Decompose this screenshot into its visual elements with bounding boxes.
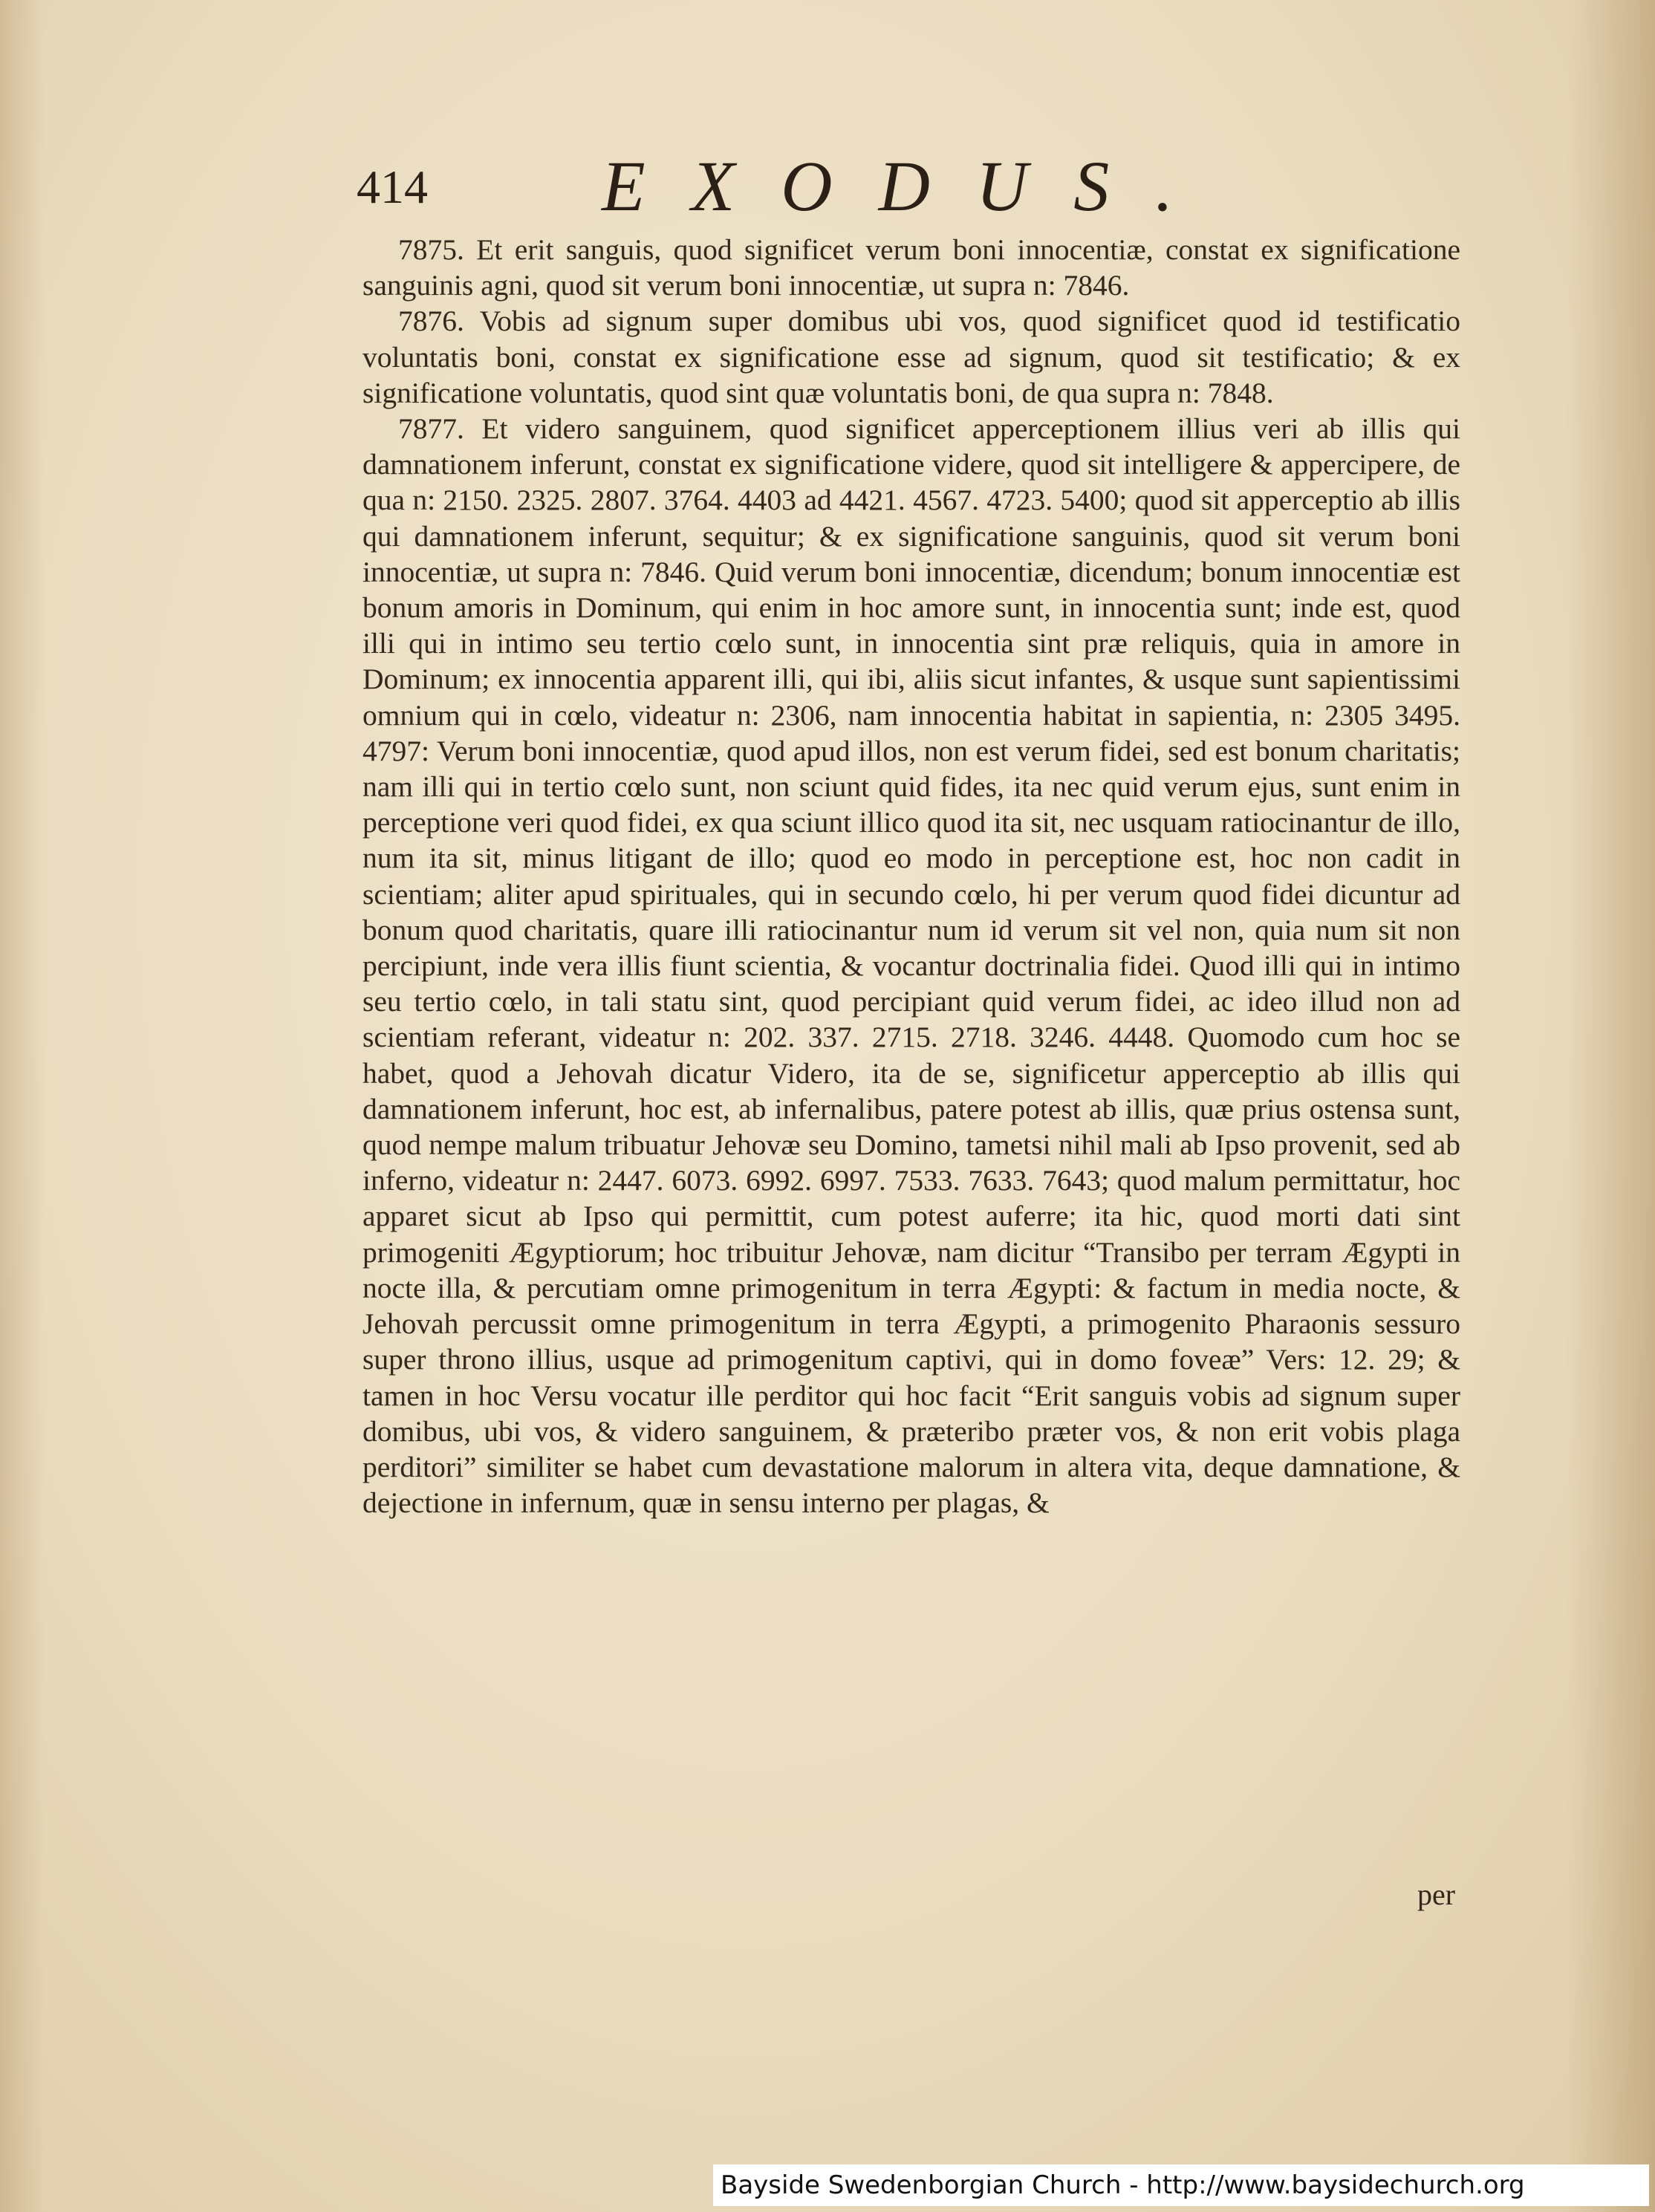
page-edge-shadow-right bbox=[1566, 0, 1655, 2212]
running-title: EXODUS. bbox=[602, 146, 1220, 226]
page-header bbox=[357, 145, 1471, 227]
page-number: 414 bbox=[357, 160, 428, 213]
watermark-banner: Bayside Swedenborgian Church - http://www.baysidechurch.org bbox=[713, 2164, 1649, 2206]
page-edge-shadow-left bbox=[0, 0, 45, 2212]
body-text bbox=[362, 232, 1460, 1520]
paragraph-7875: 7875. Et erit sanguis, quod significet verum boni innocentiæ, constat ex significatione sanguinis agni, quod sit verum boni innocentiæ, ut supra n: 7846. bbox=[362, 233, 1460, 302]
paragraph-7876: 7876. Vobis ad signum super domibus ubi vos, quod significet quod id testificatio voluntatis boni, constat ex significatione esse ad signum, quod sit testificatio; & ex significatione voluntatis, quod sint quæ voluntatis boni, de qua supra n: 7848. bbox=[362, 305, 1460, 409]
catchword: per bbox=[1417, 1878, 1456, 1911]
paragraph-7877: 7877. Et videro sanguinem, quod significet apperceptionem illius veri ab illis qui damnationem inferunt, constat ex significatione videre, quod sit intelligere & appercipere, de qua n: 2150. 2325. 2807. 3764. 4403 ad 4421. 4567. 4723. 5400; quod sit apperceptio ab illis qui damnationem inferunt, sequitur; & ex significatione sanguinis, quod sit verum boni innocentiæ, ut supra n: 7846. Quid verum boni innocentiæ, dicendum; bonum innocentiæ est bonum amoris in Dominum, qui enim in hoc amore sunt, in innocentia sunt; inde est, quod illi qui in intimo seu tertio cœlo sunt, in innocentia sint præ reliquis, quia in amore in Dominum; ex innocentia apparent illi, qui ibi, aliis sicut infantes, & usque sunt sapientissimi omnium qui in cœlo, videatur n: 2306, nam innocentia habitat in sapientia, n: 2305 3495. 4797: Verum boni innocentiæ, quod apud illos, non est verum fidei, sed est bonum charitatis; nam illi qui in tertio cœlo sunt, non sciunt quid fides, ita nec quid verum ejus, sunt enim in perceptione veri quod fidei, ex qua sciunt illico quod ita sit, nec usquam ratiocinantur de illo, num ita sit, minus litigant de illo; quod eo modo in perceptione est, hoc non cadit in scientiam; aliter apud spirituales, qui in secundo cœlo, hi per verum quod fidei dicuntur ad bonum quod charitatis, quare illi ratiocinantur num id verum sit vel non, quia num sit non percipiunt, inde vera illis fiunt scientia, & vocantur doctrinalia fidei. Quod illi qui in intimo seu tertio cœlo, in tali statu sint, quod percipiant quid verum fidei, ac ideo illud non ad scientiam referant, videatur n: 202. 337. 2715. 2718. 3246. 4448. Quomodo cum hoc se habet, quod a Jehovah dicatur Videro, ita de se, significetur apperceptio ab illis qui damnationem inferunt, hoc est, ab infernalibus, patere potest ab illis, quæ prius ostensa sunt, quod nempe malum tribuatur Jehovæ seu Domino, tametsi nihil mali ab Ipso provenit, sed ab inferno, videatur n: 2447. 6073. 6992. 6997. 7533. 7633. 7643; quod malum permittatur, hoc apparet sicut ab Ipso qui permittit, cum potest auferre; ita hic, quod morti dati sint primogeniti Ægyptiorum; hoc tribuitur Jehovæ, nam dicitur “Transibo per terram Ægypti in nocte illa, & percutiam omne primogenitum in terra Ægypti: & factum in media nocte, & Jehovah percussit omne primogenitum in terra Ægypti, a primogenito Pharaonis sessuro super throno illius, usque ad primogenitum captivi, qui in domo foveæ” Vers: 12. 29; & tamen in hoc Versu vocatur ille perditor qui hoc facit “Erit sanguis vobis ad signum super domibus, ubi vos, & videro sanguinem, & præteribo præter vos, & non erit vobis plaga perditori” similiter se habet cum devastatione malorum in altera vita, deque damnatione, & dejectione in infernum, quæ in sensu interno per plagas, & bbox=[362, 412, 1460, 1520]
